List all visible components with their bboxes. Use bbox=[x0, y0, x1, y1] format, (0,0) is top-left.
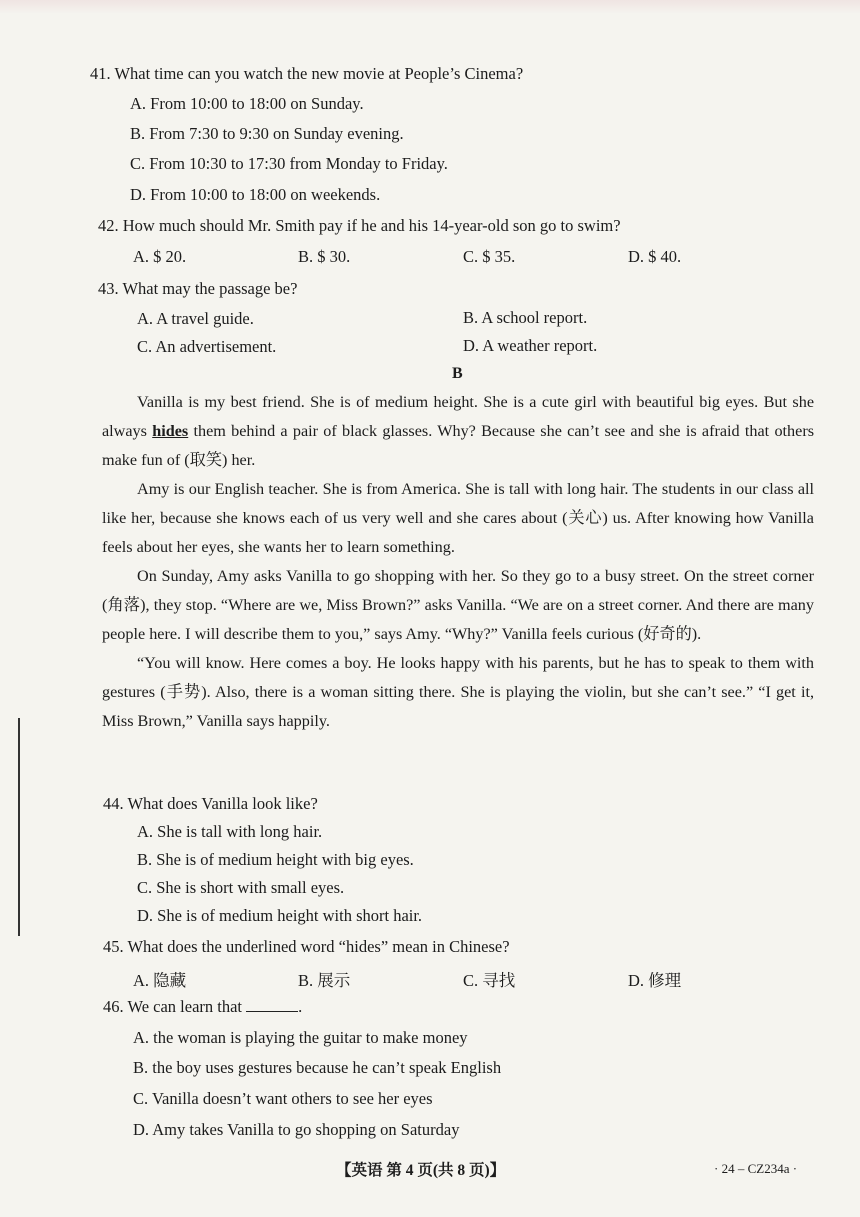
passage-paragraph-4: “You will know. Here comes a boy. He looks happy with his parents, but he has to speak to them with gestures (手势). Also, there is a woman sitting there. She is playing the violin, but she can’t see.” “I get it, Miss Brown,” Vanilla says happily. bbox=[102, 654, 814, 730]
question-41-option-d: D. From 10:00 to 18:00 on weekends. bbox=[130, 185, 381, 204]
question-45-option-c: C. 寻找 bbox=[463, 971, 516, 990]
question-44-stem: 44. What does Vanilla look like? bbox=[103, 794, 318, 813]
question-43-option-c: C. An advertisement. bbox=[137, 337, 277, 356]
question-43-option-b: B. A school report. bbox=[463, 308, 588, 327]
question-41-stem: 41. What time can you watch the new movie at People’s Cinema? bbox=[90, 64, 524, 83]
passage-paragraph-1-text-b: them behind a pair of black glasses. Why? Because she can’t see and she is afraid that others make fun of (取笑) her. bbox=[102, 422, 815, 469]
question-43-option-d: D. A weather report. bbox=[463, 336, 598, 355]
question-43-stem: 43. What may the passage be? bbox=[98, 279, 298, 298]
answer-blank bbox=[246, 997, 298, 1012]
question-46-option-d: D. Amy takes Vanilla to go shopping on Saturday bbox=[133, 1120, 460, 1139]
question-46-option-a: A. the woman is playing the guitar to make money bbox=[133, 1028, 468, 1047]
question-42-option-c: C. $ 35. bbox=[463, 247, 516, 266]
question-41-option-c: C. From 10:30 to 17:30 from Monday to Friday. bbox=[130, 154, 448, 173]
scan-top-edge bbox=[0, 0, 860, 14]
question-42-option-a: A. $ 20. bbox=[133, 247, 187, 266]
question-46-option-c: C. Vanilla doesn’t want others to see her eyes bbox=[133, 1089, 433, 1108]
question-46-option-b: B. the boy uses gestures because he can’t speak English bbox=[133, 1058, 502, 1077]
exam-code: · 24 – CZ234a · bbox=[714, 1161, 798, 1176]
question-45-option-d: D. 修理 bbox=[628, 971, 682, 990]
question-42-stem: 42. How much should Mr. Smith pay if he and his 14-year-old son go to swim? bbox=[98, 216, 621, 235]
question-44-option-d: D. She is of medium height with short hair. bbox=[137, 906, 423, 925]
question-42-option-d: D. $ 40. bbox=[628, 247, 682, 266]
question-45-option-a: A. 隐藏 bbox=[133, 971, 187, 990]
binding-mark bbox=[18, 718, 26, 936]
passage-paragraph-1 bbox=[102, 388, 814, 475]
question-45-stem: 45. What does the underlined word “hides” mean in Chinese? bbox=[103, 937, 510, 956]
question-41-option-b: B. From 7:30 to 9:30 on Sunday evening. bbox=[130, 124, 404, 143]
question-43-option-a: A. A travel guide. bbox=[137, 309, 254, 328]
question-42-option-b: B. $ 30. bbox=[298, 247, 351, 266]
reading-passage bbox=[102, 388, 814, 736]
question-44-option-a: A. She is tall with long hair. bbox=[137, 822, 323, 841]
passage-paragraph-1-text-a: Vanilla is my best friend. She is of medium height. She is a cute girl with beautiful big eyes. But she always bbox=[102, 393, 814, 440]
underlined-word-hides: hides bbox=[152, 422, 189, 440]
question-46-stem-end: . bbox=[298, 997, 303, 1016]
question-45-option-b: B. 展示 bbox=[298, 971, 351, 990]
page-footer: 【英语 第 4 页(共 8 页)】 bbox=[336, 1162, 506, 1179]
passage-paragraph-3: On Sunday, Amy asks Vanilla to go shopping with her. So they go to a busy street. On the street corner (角落), they stop. “Where are we, Miss Brown?” asks Vanilla. “We are on a street corner. And there are many people here. I will describe them to you,” says Amy. “Why?” Vanilla feels curious (好奇的). bbox=[102, 567, 814, 643]
question-44-option-b: B. She is of medium height with big eyes. bbox=[137, 850, 414, 869]
question-46-stem-text: 46. We can learn that bbox=[103, 997, 247, 1016]
question-44-option-c: C. She is short with small eyes. bbox=[137, 878, 345, 897]
question-46-stem bbox=[103, 997, 302, 1017]
passage-paragraph-2: Amy is our English teacher. She is from America. She is tall with long hair. The students in our class all like her, because she knows each of us very well and she cares about (关心) us. After knowing how Vanilla feels about her eyes, she wants her to learn something. bbox=[102, 480, 814, 556]
section-heading-b: B bbox=[452, 365, 463, 382]
question-41-option-a: A. From 10:00 to 18:00 on Sunday. bbox=[130, 94, 364, 113]
